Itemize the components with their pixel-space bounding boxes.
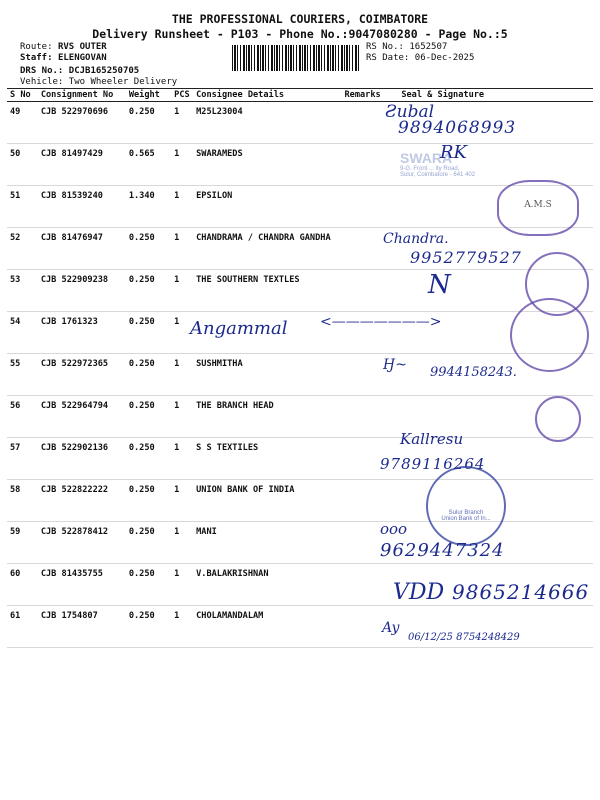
handwritten-note: 06/12/25 8754248429 <box>408 632 520 643</box>
cell-weight: 0.250 <box>126 606 171 648</box>
rs-date-value: 06-Dec-2025 <box>414 53 475 63</box>
cell-consignee: CHANDRAMA / CHANDRA GANDHA <box>193 228 341 270</box>
table-row <box>7 438 593 480</box>
company-seal: A.M.S <box>497 180 579 236</box>
table-row <box>7 396 593 438</box>
cell-weight: 0.250 <box>126 438 171 480</box>
cell-consignment: CJB 81497429 <box>38 144 126 186</box>
handwritten-name: Chandra. <box>383 231 449 247</box>
handwritten-phone: 9789116264 <box>380 455 486 473</box>
staff-value: ELENGOVAN <box>57 53 107 63</box>
signature-mark: ooo <box>380 520 408 538</box>
cell-weight: 0.250 <box>126 354 171 396</box>
stamp-address-line1: 9-G. Front ... ity Road, <box>400 166 460 172</box>
col-header-weight: Weight <box>126 89 171 102</box>
cell-weight: 0.250 <box>126 564 171 606</box>
cell-weight: 0.250 <box>126 480 171 522</box>
col-header-consignee: Consignee Details <box>193 89 341 102</box>
signature-mark: N <box>428 270 451 300</box>
cell-weight: 0.565 <box>126 144 171 186</box>
cell-consignment: CJB 522909238 <box>38 270 126 312</box>
cell-sno: 61 <box>7 606 38 648</box>
cell-weight: 0.250 <box>126 522 171 564</box>
cell-consignment: CJB 522822222 <box>38 480 126 522</box>
cell-consignee: CHOLAMANDALAM <box>193 606 341 648</box>
route-label: Route: <box>20 42 53 52</box>
round-seal <box>535 396 581 442</box>
cell-remarks <box>341 564 398 606</box>
cell-weight: 0.250 <box>126 228 171 270</box>
cell-sno: 49 <box>7 102 38 144</box>
bank-seal <box>426 466 506 546</box>
cell-remarks <box>341 270 398 312</box>
cell-sno: 53 <box>7 270 38 312</box>
cell-consignee: S S TEXTILES <box>193 438 341 480</box>
cell-consignee: MANI <box>193 522 341 564</box>
vehicle-value: Two Wheeler Delivery <box>68 77 178 87</box>
table-header-row <box>7 89 593 102</box>
cell-remarks <box>341 396 398 438</box>
cell-pcs: 1 <box>171 228 193 270</box>
cell-pcs: 1 <box>171 144 193 186</box>
bank-seal-line1: Sulur Branch <box>448 510 484 516</box>
cell-consignment: CJB 522902136 <box>38 438 126 480</box>
staff-label: Staff: <box>20 53 53 63</box>
cell-weight: 0.250 <box>126 270 171 312</box>
cell-consignee: EPSILON <box>193 186 341 228</box>
cell-weight: 0.250 <box>126 102 171 144</box>
meta-right <box>366 42 474 64</box>
round-seal <box>510 298 589 372</box>
cell-consignee: SWARAMEDS <box>193 144 341 186</box>
cell-pcs: 1 <box>171 438 193 480</box>
handwritten-phone: 9952779527 <box>410 248 522 267</box>
handwritten-phone: 9944158243. <box>430 365 517 380</box>
drs-value: DCJB165250705 <box>68 66 140 76</box>
runsheet-title: Delivery Runsheet - P103 - Phone No.:9047080280 - Page No.:5 <box>92 27 508 41</box>
rs-date-label: RS Date: <box>366 53 410 63</box>
cell-pcs: 1 <box>171 312 193 354</box>
cell-consignee: V.BALAKRISHNAN <box>193 564 341 606</box>
cell-consignment: CJB 81539240 <box>38 186 126 228</box>
cell-weight: 1.340 <box>126 186 171 228</box>
col-header-pcs: PCS <box>171 89 193 102</box>
arrow-mark: <———————> <box>320 314 442 330</box>
cell-consignment: CJB 522878412 <box>38 522 126 564</box>
cell-sno: 52 <box>7 228 38 270</box>
signature-mark: RK <box>440 142 467 163</box>
signature-mark: VDD <box>393 580 445 605</box>
vehicle-label: Vehicle: <box>20 77 64 87</box>
table-row <box>7 270 593 312</box>
cell-consignment: CJB 522972365 <box>38 354 126 396</box>
handwritten-name: Angammal <box>190 318 288 339</box>
col-header-remarks: Remarks <box>341 89 398 102</box>
stamp-address-line2: Sulur, Coimbatore - 641 402 <box>400 172 476 178</box>
handwritten-phone: 9865214666 <box>452 580 590 604</box>
handwritten-phone: 9894068993 <box>398 118 517 138</box>
handwritten-name: Kallresu <box>400 430 464 448</box>
company-title: THE PROFESSIONAL COURIERS, COIMBATORE <box>171 12 429 26</box>
meta-left <box>20 42 177 88</box>
cell-consignment: CJB 1754807 <box>38 606 126 648</box>
shop-stamp: SWARA 9-G. Front ... ity Road, Sulur, Coimbatore - 641 402 <box>400 150 510 190</box>
cell-consignment: CJB 522964794 <box>38 396 126 438</box>
cell-sno: 58 <box>7 480 38 522</box>
cell-pcs: 1 <box>171 564 193 606</box>
handwritten-phone: 9629447324 <box>380 540 505 561</box>
cell-consignment: CJB 522970696 <box>38 102 126 144</box>
cell-sno: 54 <box>7 312 38 354</box>
cell-consignment: CJB 1761323 <box>38 312 126 354</box>
signature-mark: Ӈ~ <box>383 357 407 373</box>
cell-remarks <box>341 186 398 228</box>
col-header-consignment: Consignment No <box>38 89 126 102</box>
table-row <box>7 522 593 564</box>
cell-sno: 50 <box>7 144 38 186</box>
cell-pcs: 1 <box>171 396 193 438</box>
signature-mark: Ay <box>382 620 400 636</box>
bank-seal-line2: Union Bank of In... <box>441 516 491 522</box>
cell-consignment: CJB 81435755 <box>38 564 126 606</box>
cell-pcs: 1 <box>171 606 193 648</box>
table-row <box>7 312 593 354</box>
cell-pcs: 1 <box>171 354 193 396</box>
barcode-image <box>232 45 360 71</box>
cell-consignee: M25L23004 <box>193 102 341 144</box>
cell-sno: 60 <box>7 564 38 606</box>
route-value: RVS OUTER <box>57 42 107 52</box>
cell-weight: 0.250 <box>126 312 171 354</box>
cell-sno: 57 <box>7 438 38 480</box>
cell-sno: 51 <box>7 186 38 228</box>
rs-no-label: RS No.: <box>366 42 404 52</box>
cell-sno: 56 <box>7 396 38 438</box>
cell-consignee: THE SOUTHERN TEXTLES <box>193 270 341 312</box>
cell-sno: 59 <box>7 522 38 564</box>
cell-pcs: 1 <box>171 480 193 522</box>
cell-consignee: SUSHMITHA <box>193 354 341 396</box>
cell-pcs: 1 <box>171 186 193 228</box>
cell-consignee: UNION BANK OF INDIA <box>193 480 341 522</box>
col-header-signature: Seal & Signature <box>398 89 593 102</box>
cell-pcs: 1 <box>171 270 193 312</box>
cell-remarks <box>341 480 398 522</box>
cell-pcs: 1 <box>171 102 193 144</box>
drs-label: DRS No.: <box>20 66 64 76</box>
cell-consignment: CJB 81476947 <box>38 228 126 270</box>
signature-mark: Ƨubal <box>385 102 435 122</box>
cell-consignee: THE BRANCH HEAD <box>193 396 341 438</box>
cell-pcs: 1 <box>171 522 193 564</box>
cell-remarks <box>341 144 398 186</box>
cell-sno: 55 <box>7 354 38 396</box>
rs-no-value: 1652507 <box>409 42 448 52</box>
cell-weight: 0.250 <box>126 396 171 438</box>
col-header-sno: S No <box>7 89 38 102</box>
